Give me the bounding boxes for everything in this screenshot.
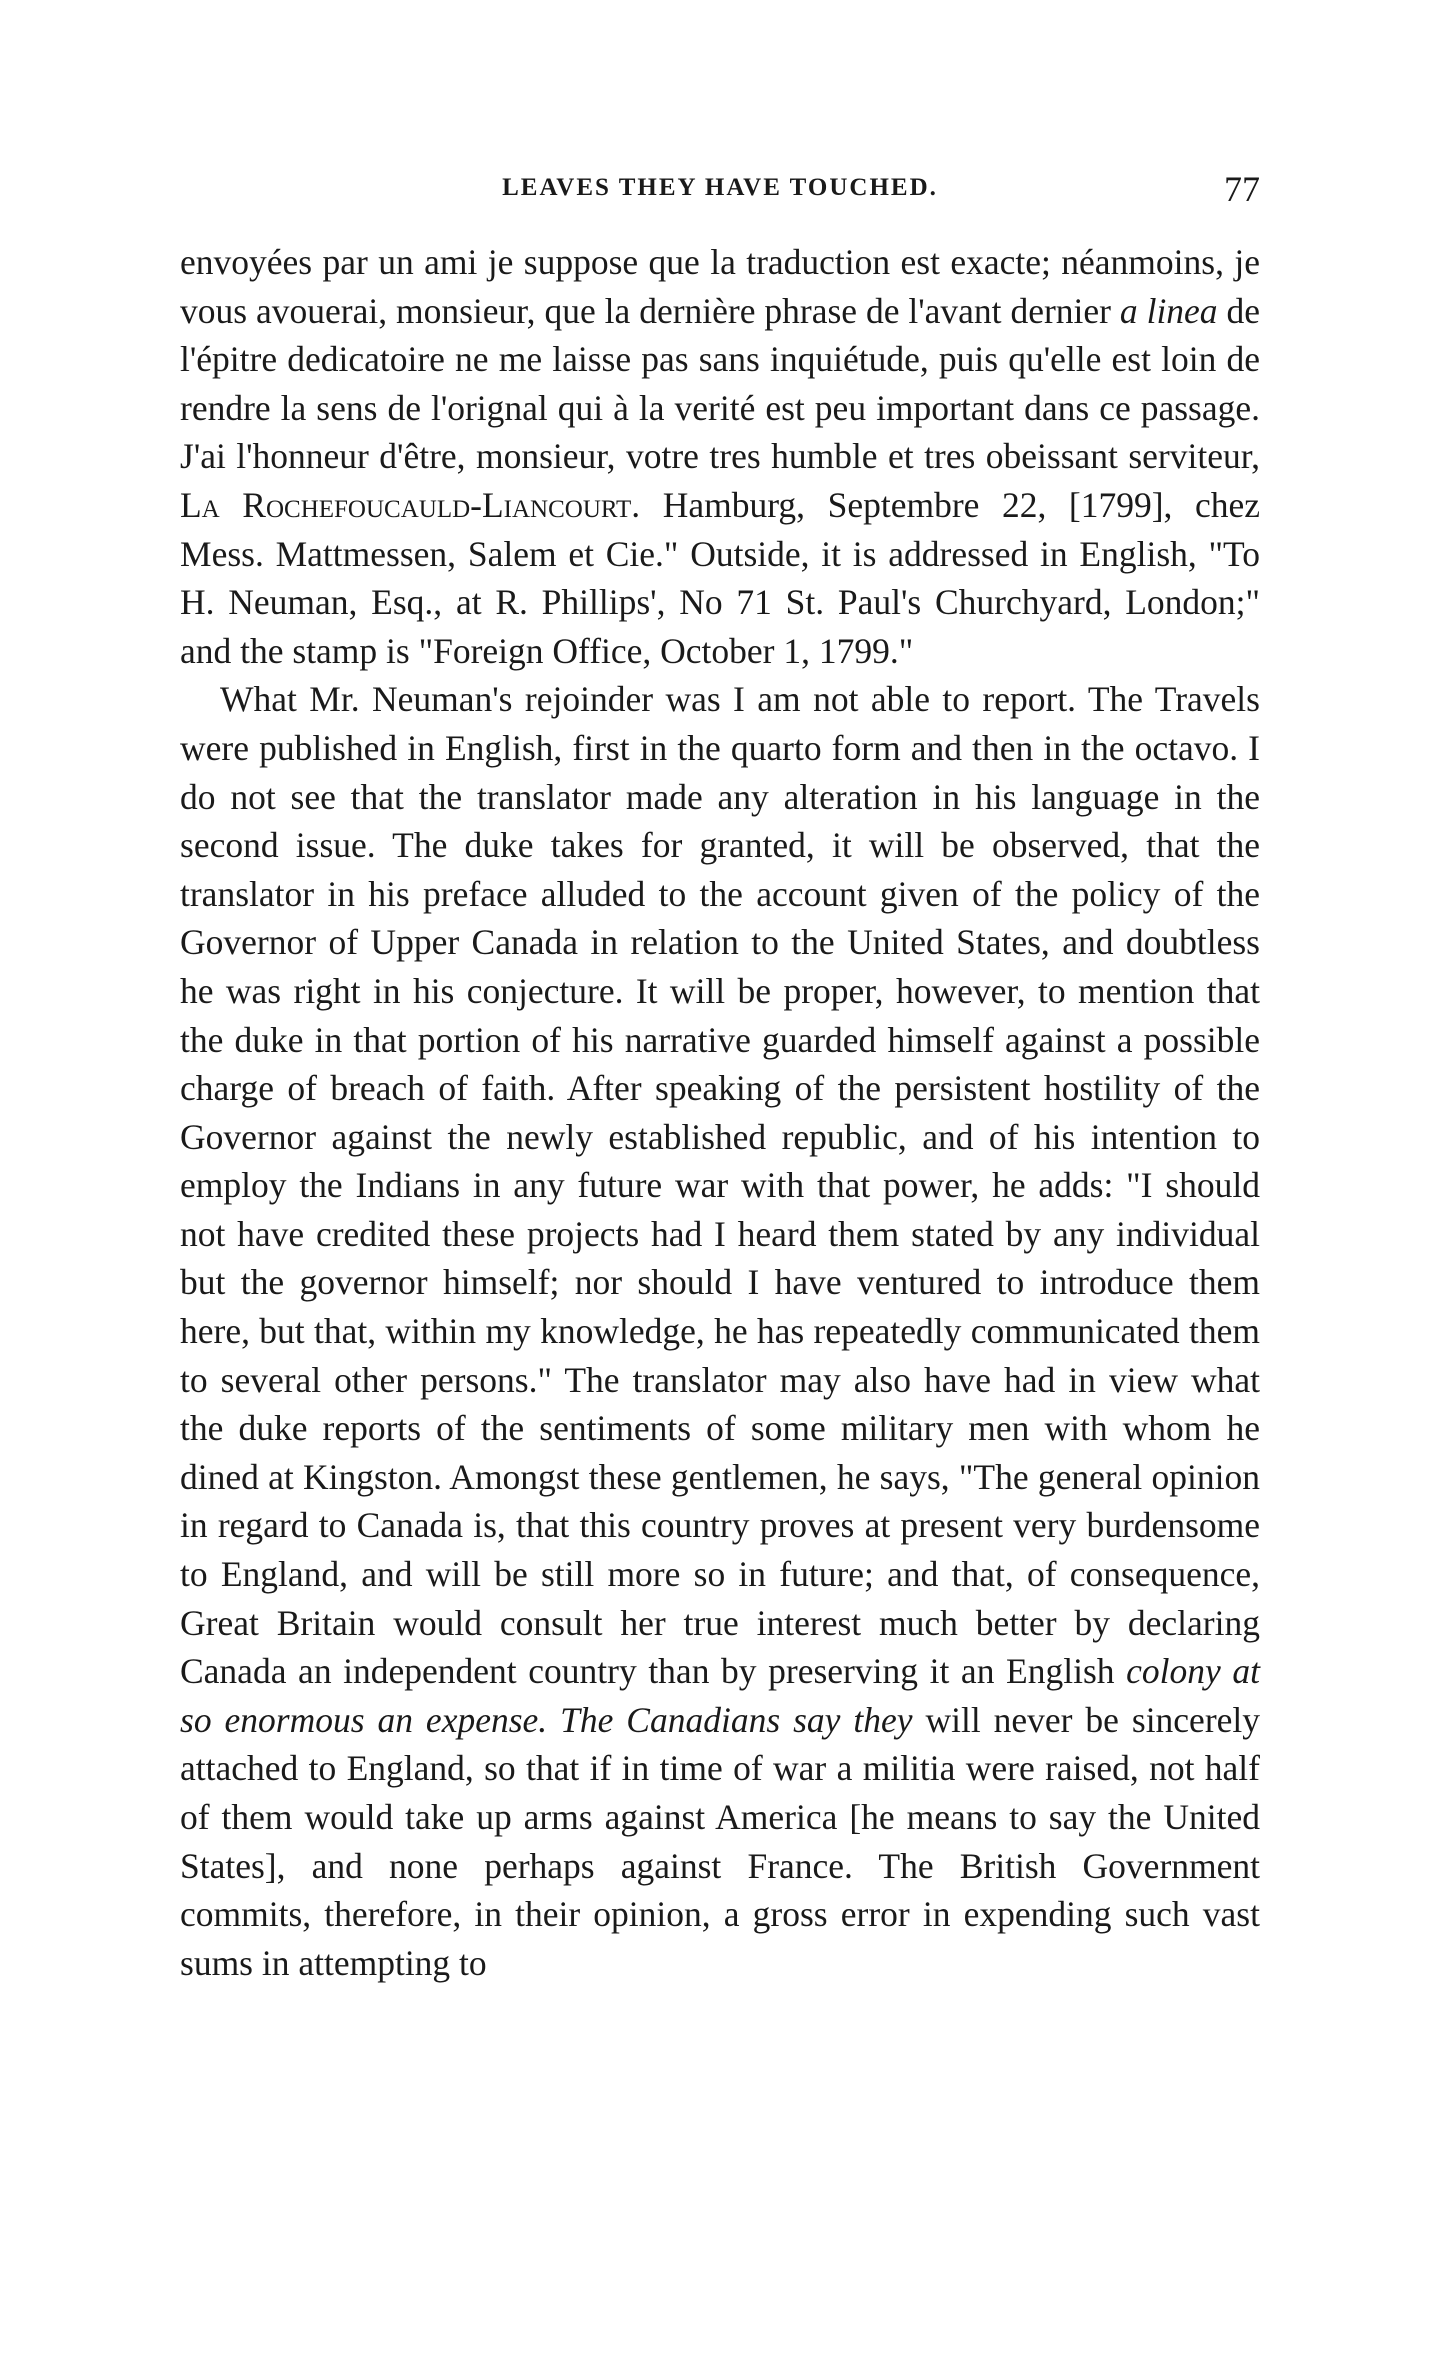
p2-text-2 xyxy=(780,1700,793,1740)
running-head xyxy=(180,168,1260,218)
p2-text-3: will never be sincerely attached to England, so that if in time of war a militia were raised, not half of them would take up arms against America [he means to say the United States], and none perhaps against France. The British Government commits, therefore, in their opinion, a gross error in expending such vast sums in attempting to xyxy=(180,1699,1261,1983)
running-title: LEAVES THEY HAVE TOUCHED. xyxy=(502,174,938,201)
p1-text-1: envoyées par un ami je suppose que la traduction est exacte; néanmoins, je vous avouerai, monsieur, que la dernière phrase de l'avant dernier xyxy=(180,242,1260,331)
p2-text-1: What Mr. Neuman's rejoinder was I am not able to report. The Travels were published in English, first in the quarto form and then in the octavo. I do not see that the translator made any alteration in his language in the second issue. The duke takes for granted, it will be observed, that the translator in his preface alluded to the account given of the policy of the Governor of Upper Canada in relation to the United States, and doubtless he was right in his conjecture. It will be proper, however, to mention that the duke in that portion of his narrative guarded himself against a possible charge of breach of faith. After speaking of the persistent hostility of the Governor against the newly established republic, and of his intention to employ the Indians in any future war with that power, he adds: "I should not have credited these projects had I heard them stated by any individual but the governor himself; nor should I have ventured to introduce them here, but that, within my knowledge, he has repeatedly communicated them to several other persons." The translator may also have had in view what the duke reports of the sentiments of some military men with whom he dined at Kingston. Amongst these gentlemen, he says, "The general opinion in regard to Canada is, that this country proves at present very burdensome to England, and will be still more so in future; and that, of consequence, Great Britain would consult her true interest much better by declaring Canada an independent country than by preserving it an English xyxy=(180,679,1260,1692)
p2-italic-1: colony at so enormous an expense. The Canadians xyxy=(180,1651,1260,1740)
paragraph-2 xyxy=(180,675,1260,1987)
p1-text-3: Hamburg, Septembre 22, [1799], chez Mess. Mattmessen, Salem et Cie." Outside, it is addressed in English, "To H. Neuman, Esq., at R. Phillips', No 71 St. Paul's Churchyard, London;" and the stamp is "Foreign Office, October 1, 1799." xyxy=(180,484,1260,671)
body-text xyxy=(180,238,1260,1987)
p2-italic-2: say they xyxy=(793,1699,913,1740)
p1-text-2: de l'épitre dedicatoire ne me laisse pas sans inquiétude, puis qu'elle est loin de rendre la sens de l'orignal qui à la verité est peu important dans ce passage. J'ai l'honneur d'être, monsieur, votre tres humble et tres obeissant serviteur, xyxy=(180,290,1260,477)
p1-italic-a-linea: a linea xyxy=(1119,290,1218,331)
paragraph-1 xyxy=(180,238,1260,675)
p1-signature: La Rochefoucauld-Liancourt. xyxy=(180,484,641,525)
page-number: 77 xyxy=(1224,169,1260,209)
